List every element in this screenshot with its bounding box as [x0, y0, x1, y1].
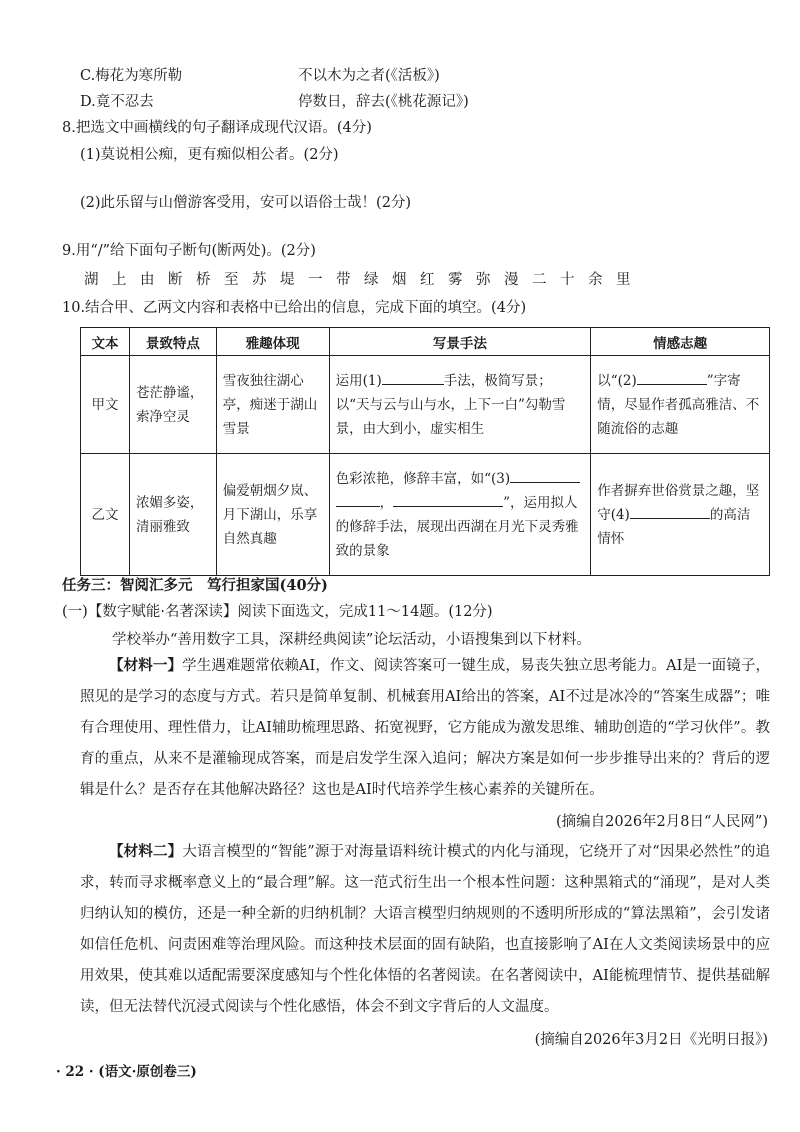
emotion-jia-prefix: 以“(2)	[597, 372, 637, 389]
method-yi-comma: ，	[379, 494, 394, 511]
blank-4[interactable]	[630, 504, 710, 519]
blank-3a[interactable]	[510, 468, 580, 483]
cell-elegance-yi: 偏爱朝烟夕岚、月下湖山，乐享自然真趣	[216, 454, 329, 576]
method-yi-suffix: ”，运用拟人的修辞手法，展现出西湖在月光下灵秀雅致的景象	[335, 494, 579, 559]
blank-3b[interactable]	[336, 492, 380, 507]
cell-text-jia: 甲文	[81, 356, 130, 454]
method-yi-prefix: 色彩浓艳，修辞丰富，如“(3)	[335, 470, 511, 487]
table-row	[81, 356, 770, 454]
cell-emotion-yi	[591, 454, 770, 576]
task3-subtitle: (一)【数字赋能·名著深读】阅读下面选文，完成11～14题。(12分)	[62, 604, 493, 620]
table-header-emotion: 情感志趣	[591, 328, 770, 356]
table-row	[81, 454, 770, 576]
material-1-text: 学生遇难题常依赖AI，作文、阅读答案可一键生成，易丧失独立思考能力。AI是一面镜子，照见的是学习的态度与方式。若只是简单复制、机械套用AI给出的答案，AI不过是冰冷的“答案生成器”；唯有合理使用、理性借力，让AI辅助梳理思路、拓宽视野，它方能成为激发思维、辅助创造的“学习伙伴”。教育的重点，从来不是灌输现成答案，而是启发学生深入追问；解决方案是如何一步步推导出来的？背后的逻辑是什么？是否存在其他解决路径？这也是AI时代培养学生核心素养的关键所在。	[80, 658, 771, 798]
question-9-sentence: 湖上由断桥至苏堤一带绿烟红雾弥漫二十余里	[84, 272, 644, 288]
question-10-stem: 10.结合甲、乙两文内容和表格中已给出的信息，完成下面的填空。(4分)	[62, 300, 527, 316]
cell-feature-yi: 浓媚多姿，清丽雅致	[129, 454, 216, 576]
material-2	[80, 836, 770, 1023]
table-header-text: 文本	[81, 328, 130, 356]
method-jia-prefix: 运用(1)	[335, 372, 382, 389]
material-1	[80, 650, 770, 806]
comparison-table	[80, 327, 770, 576]
material-2-source: (摘编自2026年3月2日《光明日报》)	[534, 1032, 768, 1048]
material-2-text: 大语言模型的“智能”源于对海量语料统计模式的内化与涌现，它绕开了对“因果必然性”的追求，转而寻求概率意义上的“最合理”解。这一范式衍生出一个根本性问题：这种黑箱式的“涌现”，是对人类归纳认知的模仿，还是一种全新的归纳机制？大语言模型归纳规则的不透明所形成的“算法黑箱”，会引发诸如信任危机、问责困难等治理风险。而这种技术层面的固有缺陷，也直接影响了AI在人文类阅读场景中的应用效果，使其难以适配需要深度感知与个性化体悟的名著阅读。在名著阅读中，AI能梳理情节、提供基础解读，但无法替代沉浸式阅读与个性化感悟，体会不到文字背后的人文温度。	[80, 844, 770, 1015]
option-c-right: 不以木为之者(《活板》)	[298, 68, 440, 84]
cell-elegance-jia: 雪夜独往湖心亭，痴迷于湖山雪景	[216, 356, 329, 454]
page-footer: · 22 · (语文·原创卷三)	[56, 1064, 197, 1080]
question-9-stem: 9.用“/”给下面句子断句(断两处)。(2分)	[62, 243, 316, 259]
option-d: D.竟不忍去	[80, 94, 154, 110]
emotion-yi-suffix: 的高洁情怀	[597, 506, 751, 547]
emotion-yi-prefix: 作者摒弃世俗赏景之趣，坚守(4)	[597, 482, 760, 523]
blank-3c[interactable]	[393, 492, 503, 507]
material-1-label: 【材料一】	[109, 657, 183, 674]
cell-method-yi	[329, 454, 591, 576]
cell-text-yi: 乙文	[81, 454, 130, 576]
blank-2[interactable]	[637, 370, 707, 385]
table-header-feature: 景致特点	[129, 328, 216, 356]
question-8-sub-2: (2)此乐留与山僧游客受用，安可以语俗士哉！(2分)	[80, 195, 412, 211]
option-d-right: 停数日，辞去(《桃花源记》)	[298, 94, 469, 110]
material-1-source: (摘编自2026年2月8日“人民网”)	[556, 814, 768, 830]
emotion-jia-suffix: ”字寄情，尽显作者孤高雅洁、不随流俗的志趣	[597, 372, 760, 437]
option-c: C.梅花为寒所勒	[80, 68, 183, 84]
material-2-label: 【材料二】	[109, 843, 183, 860]
blank-1[interactable]	[382, 370, 444, 385]
task3-title: 任务三：智阅汇多元 笃行担家国(40分)	[62, 577, 328, 594]
task3-intro: 学校举办“善用数字工具，深耕经典阅读”论坛活动，小语搜集到以下材料。	[112, 632, 591, 648]
cell-method-jia	[329, 356, 591, 454]
table-header-elegance: 雅趣体现	[216, 328, 329, 356]
cell-feature-jia: 苍茫静谧，索净空灵	[129, 356, 216, 454]
question-8-sub-1: (1)莫说相公痴，更有痴似相公者。(2分)	[80, 147, 339, 163]
method-jia-suffix: 手法，极简写景；以“天与云与山与水，上下一白”勾勒雪景，由大到小，虚实相生	[335, 372, 566, 437]
question-8-stem: 8.把选文中画横线的句子翻译成现代汉语。(4分)	[62, 120, 372, 136]
table-header-row	[81, 328, 770, 356]
cell-emotion-jia	[591, 356, 770, 454]
table-header-method: 写景手法	[329, 328, 591, 356]
